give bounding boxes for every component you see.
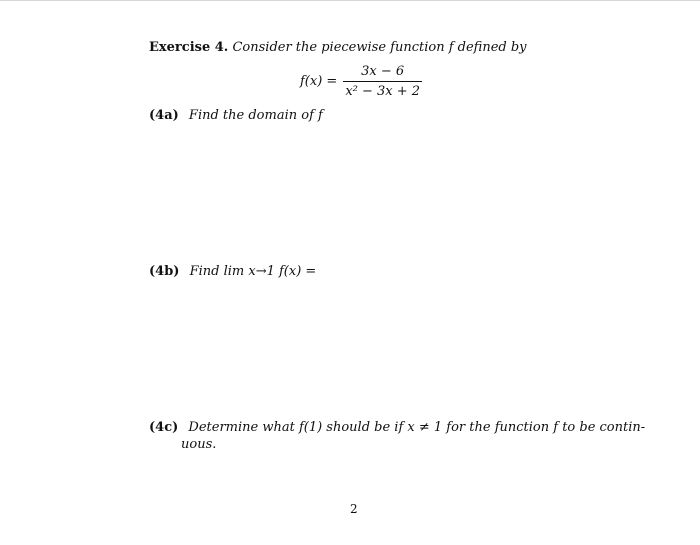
part-4b-label: (4b) xyxy=(149,264,180,279)
part-4a-text: Find the domain of f xyxy=(188,108,323,123)
part-4b xyxy=(149,264,316,279)
part-4b-text: Find lim x→1 f(x) = xyxy=(189,264,317,279)
exercise-intro: Consider the piecewise function f defined by xyxy=(232,40,527,55)
part-4c-continuation: uous. xyxy=(181,437,217,452)
exercise-heading xyxy=(149,40,527,55)
formula-fraction xyxy=(343,64,422,99)
part-4c-label: (4c) xyxy=(149,420,179,435)
formula-denominator: x² − 3x + 2 xyxy=(345,84,421,99)
part-4a xyxy=(149,108,323,123)
formula-numerator: 3x − 6 xyxy=(361,64,405,79)
part-4c xyxy=(149,420,645,435)
function-definition xyxy=(300,64,422,99)
part-4c-text: Determine what f(1) should be if x ≠ 1 for the function f to be contin- xyxy=(188,420,646,435)
page-number: 2 xyxy=(350,502,358,516)
exercise-label: Exercise 4. xyxy=(149,40,229,55)
part-4a-label: (4a) xyxy=(149,108,179,123)
formula-lhs: f(x) = xyxy=(300,74,338,89)
